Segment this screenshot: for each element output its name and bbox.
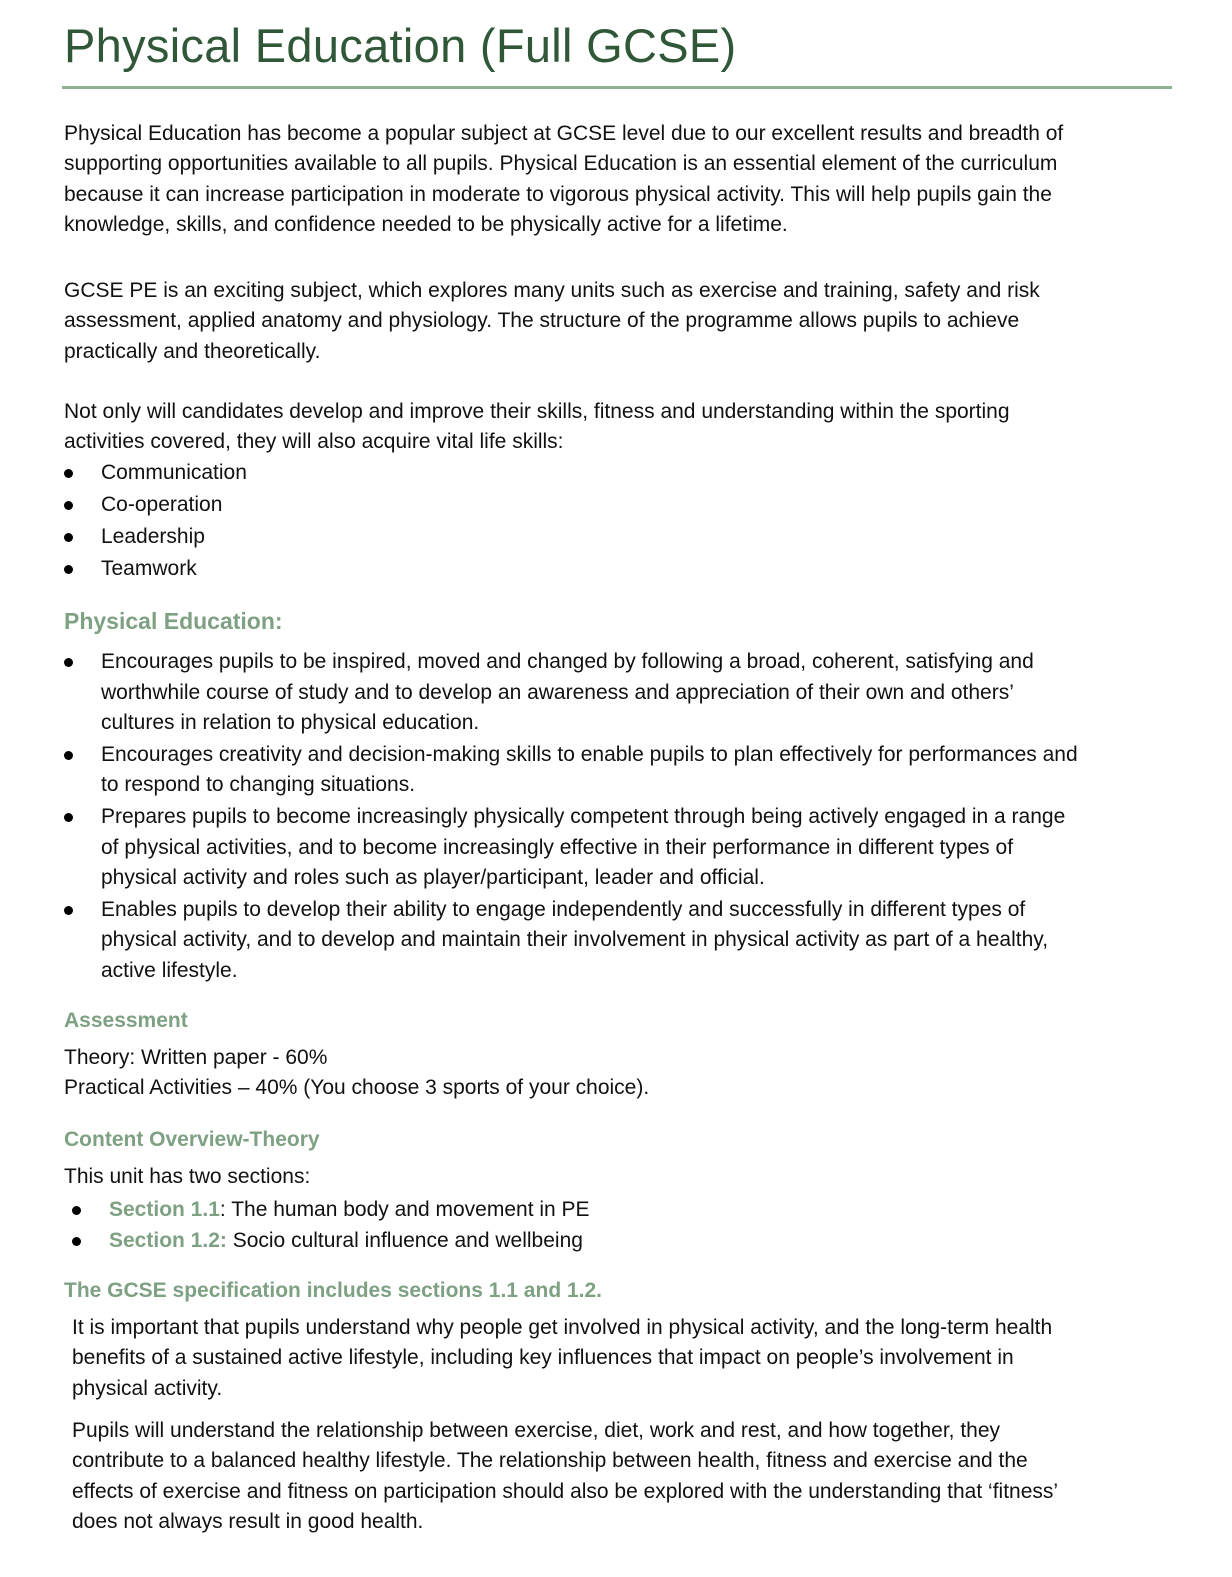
bullet-icon bbox=[64, 501, 73, 510]
section-separator: : bbox=[219, 1198, 226, 1221]
intro-p2-line: GCSE PE is an exciting subject, which explores many units such as exercise and training, safety and risk bbox=[64, 279, 1040, 302]
list-item bbox=[64, 522, 1174, 554]
pe-section-heading: Physical Education: bbox=[64, 608, 283, 634]
bullet-icon bbox=[64, 469, 73, 478]
item-line: physical activity, and to develop and maintain their involvement in physical activity as part of a healthy, bbox=[101, 928, 1049, 952]
theory-sections-list bbox=[72, 1195, 1182, 1257]
intro-paragraph-2 bbox=[64, 276, 1174, 367]
specification-paragraph-2 bbox=[72, 1416, 1182, 1537]
spec-p2-line: Pupils will understand the relationship between exercise, diet, work and rest, and how together, they bbox=[72, 1419, 1001, 1442]
intro-paragraph-1 bbox=[64, 119, 1174, 240]
bullet-icon bbox=[72, 1206, 81, 1215]
skill-label: Communication bbox=[101, 461, 247, 484]
item-line: physical activity and roles such as player/participant, leader and official. bbox=[101, 866, 765, 890]
item-line: active lifestyle. bbox=[101, 958, 238, 982]
content-overview-intro: This unit has two sections: bbox=[64, 1165, 311, 1188]
list-item bbox=[64, 554, 1174, 586]
spec-p1-line: physical activity. bbox=[72, 1376, 223, 1400]
intro-p1-line: supporting opportunities available to all pupils. Physical Education is an essential element of the curriculum bbox=[64, 152, 1058, 176]
item-line: Enables pupils to develop their ability to engage independently and successfully in different types of bbox=[101, 897, 1026, 921]
bullet-icon bbox=[64, 565, 73, 574]
list-item bbox=[64, 647, 1174, 739]
section-label: Section 1.1 bbox=[109, 1198, 220, 1221]
list-item bbox=[72, 1226, 1182, 1257]
section-label: Section 1.2: bbox=[109, 1229, 227, 1252]
assessment-line: Theory: Written paper - 60% bbox=[64, 1046, 328, 1069]
assessment-heading: Assessment bbox=[64, 1009, 188, 1032]
list-item bbox=[64, 458, 1174, 490]
bullet-icon bbox=[64, 813, 73, 822]
bullet-icon bbox=[64, 751, 73, 760]
intro-paragraph-3 bbox=[64, 397, 1174, 458]
section-description: The human body and movement in PE bbox=[225, 1198, 590, 1221]
list-item bbox=[64, 740, 1174, 801]
item-line: Encourages creativity and decision-making skills to enable pupils to plan effectively for performances and bbox=[101, 742, 1078, 766]
skill-label: Teamwork bbox=[101, 557, 197, 580]
intro-p1-line: Physical Education has become a popular subject at GCSE level due to our excellent results and breadth of bbox=[64, 122, 1064, 145]
list-item bbox=[64, 490, 1174, 522]
item-line: Prepares pupils to become increasingly physically competent through being actively engaged in a range bbox=[101, 804, 1066, 828]
intro-p3-line: Not only will candidates develop and improve their skills, fitness and understanding within the sporting bbox=[64, 400, 1010, 423]
bullet-icon bbox=[64, 658, 73, 667]
skill-label: Co-operation bbox=[101, 493, 223, 516]
bullet-icon bbox=[72, 1237, 81, 1246]
item-line: worthwhile course of study and to develop an awareness and appreciation of their own and others’ bbox=[101, 680, 1014, 704]
list-item bbox=[64, 802, 1174, 894]
intro-p1-line: because it can increase participation in moderate to vigorous physical activity. This will help pupils gain the bbox=[64, 182, 1052, 206]
list-item bbox=[64, 895, 1174, 987]
item-line: to respond to changing situations. bbox=[101, 773, 416, 797]
item-line: Encourages pupils to be inspired, moved and changed by following a broad, coherent, satisfying and bbox=[101, 650, 1034, 673]
item-line: cultures in relation to physical education. bbox=[101, 711, 480, 735]
specification-heading: The GCSE specification includes sections 1.1 and 1.2. bbox=[64, 1279, 603, 1302]
title-underline bbox=[62, 86, 1172, 89]
spec-p1-line: benefits of a sustained active lifestyle, including key influences that impact on people’s involvement in bbox=[72, 1346, 1014, 1370]
intro-p2-line: practically and theoretically. bbox=[64, 339, 321, 363]
intro-p2-line: assessment, applied anatomy and physiology. The structure of the programme allows pupils to achieve bbox=[64, 309, 1020, 333]
skill-label: Leadership bbox=[101, 525, 205, 548]
life-skills-list bbox=[64, 458, 1174, 586]
section-description: Socio cultural influence and wellbeing bbox=[226, 1229, 583, 1252]
spec-p2-line: does not always result in good health. bbox=[72, 1509, 424, 1533]
spec-p2-line: effects of exercise and fitness on participation should also be explored with the understanding that ‘fitness’ bbox=[72, 1479, 1059, 1503]
spec-p2-line: contribute to a balanced healthy lifestyle. The relationship between health, fitness and exercise and the bbox=[72, 1449, 1028, 1473]
assessment-details bbox=[64, 1043, 1174, 1104]
spec-p1-line: It is important that pupils understand why people get involved in physical activity, and the long-term health bbox=[72, 1316, 1053, 1339]
intro-p3-line: activities covered, they will also acquire vital life skills: bbox=[64, 430, 564, 454]
list-item bbox=[72, 1195, 1182, 1226]
bullet-icon bbox=[64, 533, 73, 542]
pe-features-list bbox=[64, 647, 1174, 988]
intro-p1-line: knowledge, skills, and confidence needed to be physically active for a lifetime. bbox=[64, 212, 788, 236]
content-overview-heading: Content Overview-Theory bbox=[64, 1128, 320, 1151]
assessment-line: Practical Activities – 40% (You choose 3 sports of your choice). bbox=[64, 1076, 650, 1100]
specification-paragraph-1 bbox=[72, 1313, 1182, 1404]
bullet-icon bbox=[64, 906, 73, 915]
page-title: Physical Education (Full GCSE) bbox=[64, 19, 737, 72]
item-line: of physical activities, and to become increasingly effective in their performance in different types of bbox=[101, 835, 1014, 859]
